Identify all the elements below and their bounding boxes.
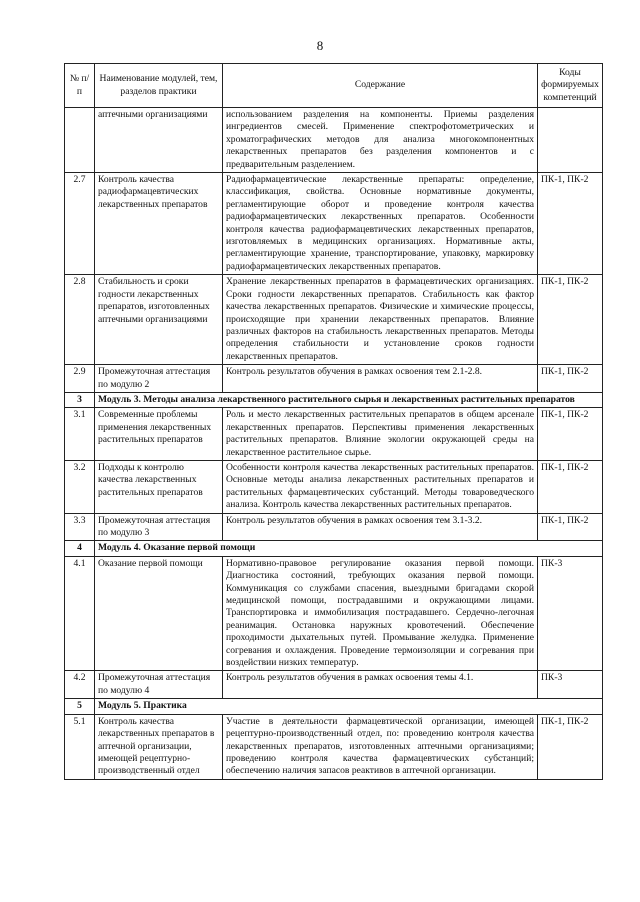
row-number: 3.2 [65,460,95,513]
row-codes: ПК-1, ПК-2 [538,408,603,461]
table-row [65,714,603,779]
header-num: № п/п [65,64,95,108]
table-header-row [65,64,603,108]
row-content: Нормативно-правовое регулирование оказания первой помощи. Диагностика состояний, требующих оказания первой помощи. Коммуникация со службами спасения, выездными бригадами скорой медицинской помощи, пострадавшими и окружающими лицами. Транспортировка и иммобилизация пострадавшего. Сердечно-легочная реанимация. Остановка наружных кровотечений. Обеспечение проходимости дыхательных путей. Промывание желудка. Применение согревания и охлаждения. Проведение термоизоляции и согревания при воздействии низких температур. [223,556,538,671]
row-number: 4.1 [65,556,95,671]
row-codes: ПК-1, ПК-2 [538,173,603,275]
row-name: Промежуточная аттестация по модулю 2 [95,365,223,393]
row-content: Участие в деятельности фармацевтической организации, имеющей рецептурно-производственный отдел, по: проведению контроля качества лекарственных препаратов, изготовленных аптечными организациями; проведению контроля качества фармацевтических субстанций; обеспечению наличия запасов реактивов в аптечной организации. [223,714,538,779]
module-number: 4 [65,541,95,556]
table-body [65,108,603,780]
table-row [65,173,603,275]
module-row [65,392,603,407]
row-number: 3.3 [65,513,95,541]
table-row [65,408,603,461]
row-codes: ПК-3 [538,671,603,699]
row-content: Контроль результатов обучения в рамках освоения темы 4.1. [223,671,538,699]
row-number: 2.9 [65,365,95,393]
row-number: 5.1 [65,714,95,779]
table-row [65,460,603,513]
module-number: 5 [65,699,95,714]
module-row [65,541,603,556]
row-content: Хранение лекарственных препаратов в фармацевтических организациях. Сроки годности лекарственных препаратов. Стабильность как фактор качества лекарственных препаратов. Физические и химические процессы, происходящие при хранении лекарственных препаратов. Влияние различных факторов на стабильность лекарственных препаратов. Методы определения стабильности и установление сроков годности лекарственных препаратов. [223,275,538,365]
row-name: Промежуточная аттестация по модулю 4 [95,671,223,699]
row-codes: ПК-1, ПК-2 [538,365,603,393]
table-row [65,556,603,671]
header-name: Наименование модулей, тем, разделов практики [95,64,223,108]
row-name: аптечными организациями [95,108,223,173]
module-title: Модуль 5. Практика [95,699,603,714]
row-name: Контроль качества лекарственных препаратов в аптечной организации, имеющей рецептурно-производственный отдел [95,714,223,779]
table-row [65,365,603,393]
table-row [65,513,603,541]
table-row [65,108,603,173]
table-row [65,275,603,365]
row-content: Особенности контроля качества лекарственных растительных препаратов. Основные методы анализа лекарственных растительных препаратов и растительных фармацевтических субстанций. Методы товароведческого анализа. Контроль качества лекарственных растительных препаратов. [223,460,538,513]
module-number: 3 [65,392,95,407]
table-row [65,671,603,699]
row-content: Радиофармацевтические лекарственные препараты: определение, классификация, свойства. Основные нормативные документы, регламентирующие оборот и проведение контроля качества радиофармацевтических лекарственных препаратов. Особенности контроля качества радиофармацевтических лекарственных препаратов, изготовляемых в медицинских организациях. Нормативные акты, регламентирующие хранение, транспортирование, упаковку, маркировку радиофармацевтических лекарственных препаратов. [223,173,538,275]
row-name: Контроль качества радиофармацевтических лекарственных препаратов [95,173,223,275]
module-title: Модуль 4. Оказание первой помощи [95,541,603,556]
page-number: 8 [316,38,324,53]
row-codes [538,108,603,173]
header-content: Содержание [223,64,538,108]
row-name: Промежуточная аттестация по модулю 3 [95,513,223,541]
row-number: 2.8 [65,275,95,365]
row-content: Контроль результатов обучения в рамках освоения тем 3.1-3.2. [223,513,538,541]
row-codes: ПК-1, ПК-2 [538,460,603,513]
row-name: Современные проблемы применения лекарственных растительных препаратов [95,408,223,461]
row-codes: ПК-1, ПК-2 [538,513,603,541]
curriculum-table [64,63,603,780]
header-codes: Коды формируемых компетенций [538,64,603,108]
row-name: Оказание первой помощи [95,556,223,671]
row-codes: ПК-1, ПК-2 [538,714,603,779]
row-codes: ПК-3 [538,556,603,671]
row-number [65,108,95,173]
row-number: 2.7 [65,173,95,275]
module-row [65,699,603,714]
module-title: Модуль 3. Методы анализа лекарственного растительного сырья и лекарственных растительных препаратов [95,392,603,407]
row-content: использованием разделения на компоненты. Приемы разделения ингредиентов смесей. Применение спектрофотометрических и хроматографических методов для анализа многокомпонентных лекарственных препаратов без разделения компонентов и с предварительным разделением. [223,108,538,173]
row-number: 3.1 [65,408,95,461]
row-name: Подходы к контролю качества лекарственных растительных препаратов [95,460,223,513]
row-content: Контроль результатов обучения в рамках освоения тем 2.1-2.8. [223,365,538,393]
row-codes: ПК-1, ПК-2 [538,275,603,365]
row-content: Роль и место лекарственных растительных препаратов в общем арсенале лекарственных препаратов. Перспективы применения лекарственных растительных препаратов. Влияние экологии окружающей среды на лекарственное растительное сырье. [223,408,538,461]
row-name: Стабильность и сроки годности лекарственных препаратов, изготовленных аптечными организациями [95,275,223,365]
row-number: 4.2 [65,671,95,699]
